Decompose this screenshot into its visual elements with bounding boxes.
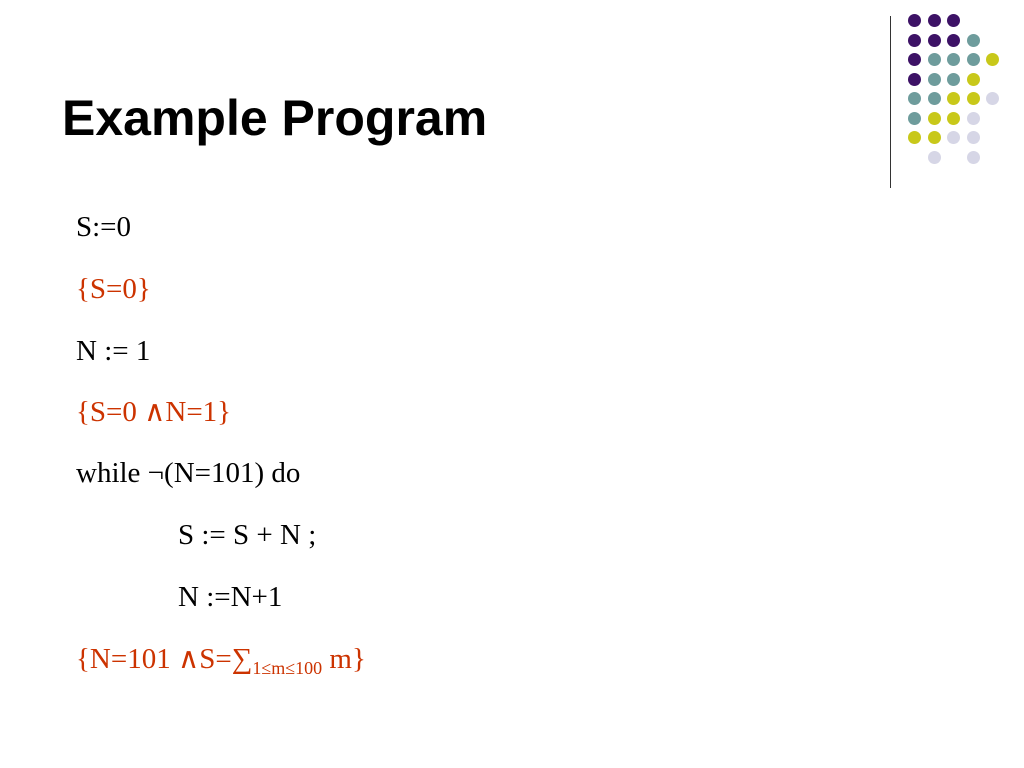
decorative-dot xyxy=(947,14,960,27)
code-line-n-increment: N :=N+1 xyxy=(178,581,283,613)
decorative-dot xyxy=(947,53,960,66)
decorative-dot xyxy=(967,151,980,164)
decorative-dot xyxy=(928,14,941,27)
sigma-symbol: ∑ xyxy=(231,643,253,675)
title-divider xyxy=(890,16,891,188)
decorative-dot xyxy=(986,53,999,66)
decorative-dot xyxy=(908,34,921,47)
decorative-dot xyxy=(967,53,980,66)
sum-range-subscript: 1≤m≤100 xyxy=(252,658,323,678)
decorative-dot xyxy=(908,92,921,105)
code-line-n-init: N := 1 xyxy=(76,335,151,367)
decorative-dot xyxy=(928,73,941,86)
decorative-dot xyxy=(908,112,921,125)
decorative-dot xyxy=(928,53,941,66)
decorative-dot xyxy=(908,73,921,86)
decorative-dot xyxy=(908,14,921,27)
decorative-dot xyxy=(967,34,980,47)
decorative-dot xyxy=(947,92,960,105)
code-line-s-init: S:=0 xyxy=(76,211,132,243)
postcondition-suffix: m} xyxy=(322,643,366,675)
decorative-dot xyxy=(967,112,980,125)
decorative-dot xyxy=(928,34,941,47)
decorative-dot xyxy=(986,92,999,105)
decorative-dot xyxy=(947,131,960,144)
decorative-dot xyxy=(928,112,941,125)
slide-title: Example Program xyxy=(62,90,488,146)
decorative-dot xyxy=(947,34,960,47)
decorative-dot xyxy=(967,92,980,105)
decorative-dot xyxy=(947,73,960,86)
code-line-while: while ¬(N=101) do xyxy=(76,457,301,489)
decorative-dot xyxy=(928,151,941,164)
assertion-s-zero: {S=0} xyxy=(76,273,151,305)
decorative-dot xyxy=(908,131,921,144)
assertion-s-zero-n-one: {S=0 ∧N=1} xyxy=(76,396,232,428)
decorative-dot xyxy=(967,73,980,86)
assertion-postcondition xyxy=(76,642,366,680)
postcondition-prefix: {N=101 ∧S= xyxy=(76,643,232,675)
decorative-dot xyxy=(947,112,960,125)
decorative-dot xyxy=(908,53,921,66)
decorative-dot xyxy=(928,92,941,105)
code-line-sum-update: S := S + N ; xyxy=(178,519,317,551)
decorative-dot xyxy=(928,131,941,144)
decorative-dot xyxy=(967,131,980,144)
decorative-dot-grid xyxy=(908,14,1004,166)
